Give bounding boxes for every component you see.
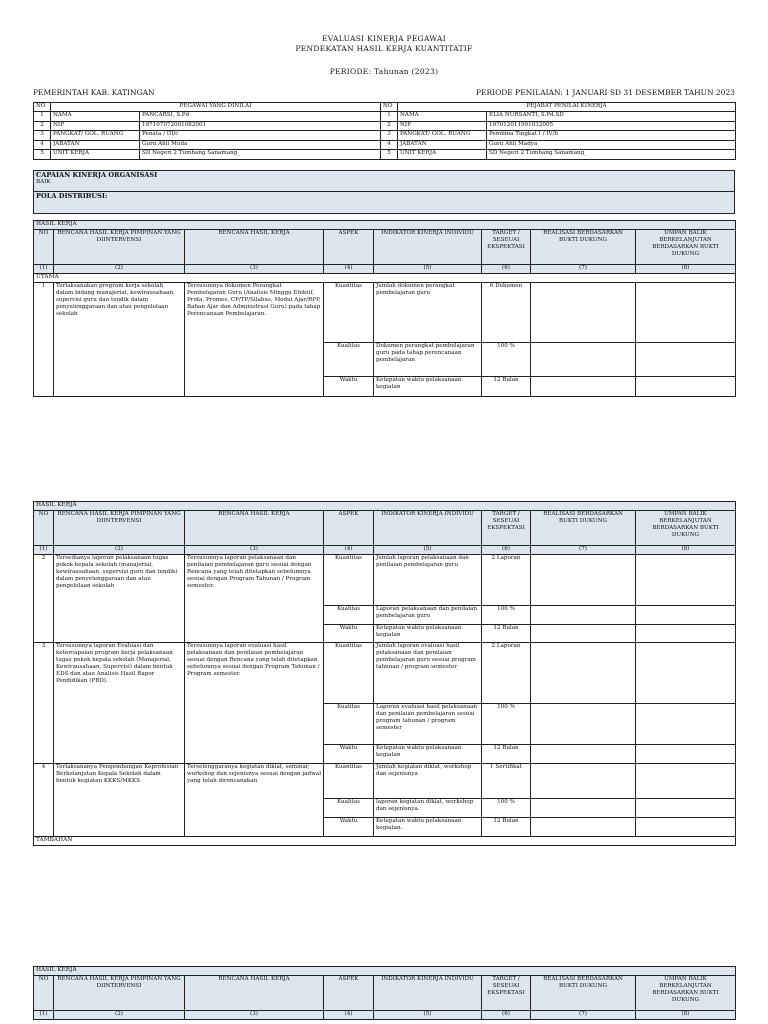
utama-row — [34, 274, 736, 283]
col-number: (2) — [54, 546, 185, 555]
item-aspek: Kualitas — [324, 799, 374, 818]
identity-row — [34, 121, 736, 131]
column-header-row — [34, 230, 736, 265]
item-umpan-balik — [636, 818, 736, 837]
item-umpan-balik — [636, 799, 736, 818]
identity-label-right: NAMA — [398, 112, 487, 122]
column-number-row — [34, 265, 736, 274]
table-row — [34, 283, 736, 343]
item-target: 2 Laporan — [482, 643, 531, 704]
table-row — [34, 643, 736, 704]
col-rencana: RENCANA HASIL KERJA — [185, 976, 324, 1011]
col-indikator: INDIKATOR KINERJA INDIVIDU — [374, 511, 482, 546]
item-umpan-balik — [636, 745, 736, 764]
identity-left-value: Guru Ahli Muda — [140, 140, 381, 150]
item-umpan-balik — [636, 625, 736, 643]
identity-table — [33, 102, 736, 160]
column-header-row — [34, 976, 736, 1011]
identity-row — [34, 131, 736, 141]
item-umpan-balik — [636, 764, 736, 799]
item-umpan-balik — [636, 343, 736, 377]
col-no: NO — [34, 976, 54, 1011]
col-umpan-balik: UMPAN BALIK BERKELANJUTAN BERDASARKAN BUKTI DUKUNG — [636, 976, 736, 1011]
col-number: (5) — [374, 546, 482, 555]
col-target: TARGET / SESEUAI EKSPEKTASI — [482, 230, 531, 265]
col-umpan-balik: UMPAN BALIK BERKELANJUTAN BERDASARKAN BUKTI DUKUNG — [636, 511, 736, 546]
item-aspek: Waktu — [324, 818, 374, 837]
item-aspek: Kualitas — [324, 343, 374, 377]
section-label: HASIL KERJA — [34, 502, 736, 511]
identity-row — [34, 112, 736, 122]
identity-right-value: ELIA NURSANTI, S.Pd.SD — [487, 112, 736, 122]
identity-left-value: SD Negeri 2 Tumbang Sanamang_ — [140, 150, 381, 160]
item-realisasi — [531, 745, 636, 764]
col-number: (6) — [482, 265, 531, 274]
no-header: NO — [34, 103, 51, 112]
identity-no: 3 — [34, 131, 51, 141]
item-realisasi — [531, 343, 636, 377]
col-number: (5) — [374, 1011, 482, 1020]
item-rencana: Tersusunnya laporan evaluasi hasil pelaksanaan dan penilaian pembelajaran sesuai dengan Rencana yang telah ditetapkan sebelumnya sesuai dengan Program Tahunan / Program semester. — [185, 643, 324, 764]
col-number: (4) — [324, 1011, 374, 1020]
identity-left-value: PANCARSI, S.Pd — [140, 112, 381, 122]
identity-label: NIP — [51, 121, 140, 131]
identity-left-value: 197107072001082001 — [140, 121, 381, 131]
item-umpan-balik — [636, 377, 736, 397]
pegawai-header: PEGAWAI YANG DINILAI — [51, 103, 381, 112]
identity-header-row — [34, 103, 736, 112]
item-indikator: laporan kegiatan diklat, workshop dan sejenisnya. — [374, 799, 482, 818]
identity-no: 1 — [34, 112, 51, 122]
col-number: (3) — [185, 546, 324, 555]
col-number: (2) — [54, 265, 185, 274]
identity-label-right: JABATAN — [398, 140, 487, 150]
item-aspek: Waktu — [324, 625, 374, 643]
document-periode: PERIODE: Tahunan (2023) — [329, 67, 439, 76]
item-umpan-balik — [636, 704, 736, 745]
identity-no: 4 — [34, 140, 51, 150]
item-aspek: Kuantitas — [324, 764, 374, 799]
item-target: 12 Bulan — [482, 625, 531, 643]
item-realisasi — [531, 764, 636, 799]
item-pimpinan: Terlaksananya Pengembangan Keprofesian Berkelanjutan Kepala Sekolah dalam bentuk kegiatan KKKS/MKKS — [54, 764, 185, 837]
identity-no: 2 — [34, 121, 51, 131]
col-rencana: RENCANA HASIL KERJA — [185, 511, 324, 546]
item-target: 100 % — [482, 343, 531, 377]
tambahan-row — [34, 837, 736, 846]
capaian-table — [33, 170, 735, 214]
item-indikator: Laporan evaluasi hasil pelaksanaan dan penilaian pembelajaran sesuai program tahunan / program semester — [374, 704, 482, 745]
item-realisasi — [531, 625, 636, 643]
item-indikator: Ketepatan waktu pelaksanaan kegiatan — [374, 745, 482, 764]
col-no: NO — [34, 230, 54, 265]
col-target: TARGET / SESEUAI EKSPEKTASI — [482, 511, 531, 546]
item-target: 6 Dokumen — [482, 283, 531, 343]
item-target: 2 Laporan — [482, 555, 531, 606]
hasil-kerja-table-1 — [33, 220, 736, 397]
item-umpan-balik — [636, 643, 736, 704]
identity-right-value: Guru Ahli Madya — [487, 140, 736, 150]
tambahan-label: TAMBAHAN — [34, 837, 736, 846]
col-aspek: ASPEK — [324, 511, 374, 546]
col-number: (7) — [531, 265, 636, 274]
item-realisasi — [531, 555, 636, 606]
item-target: 100 % — [482, 704, 531, 745]
identity-label-right: UNIT KERJA — [398, 150, 487, 160]
item-indikator: Dokumen perangkat pembelajaran guru pada tahap perencanaan pembelajaran — [374, 343, 482, 377]
item-realisasi — [531, 377, 636, 397]
col-number: (1) — [34, 546, 54, 555]
item-aspek: Kuantitas — [324, 555, 374, 606]
periode-penilaian-label: PERIODE PENILAIAN: 1 JANUARI SD 31 DESEMBER TAHUN 2023 — [476, 88, 735, 97]
col-rencana: RENCANA HASIL KERJA — [185, 230, 324, 265]
item-umpan-balik — [636, 283, 736, 343]
col-indikator: INDIKATOR KINERJA INDIVIDU — [374, 230, 482, 265]
identity-label-right: PANGKAT/ GOL. RUANG — [398, 131, 487, 141]
col-umpan-balik: UMPAN BALIK BERKELANJUTAN BERDASARKAN BUKTI DUKUNG — [636, 230, 736, 265]
item-no: 4 — [34, 764, 54, 837]
identity-right-value: Pembina Tingkat I / IV/b — [487, 131, 736, 141]
item-umpan-balik — [636, 555, 736, 606]
identity-no-right: 4 — [381, 140, 398, 150]
col-realisasi: REALISASI BERDASARKAN BUKTI DUKUNG — [531, 511, 636, 546]
identity-label: NAMA — [51, 112, 140, 122]
col-no: NO — [34, 511, 54, 546]
capaian-value: BAIK — [36, 179, 51, 186]
col-number: (4) — [324, 265, 374, 274]
item-aspek: Kuantitas — [324, 283, 374, 343]
item-aspek: Waktu — [324, 745, 374, 764]
item-rencana: Tersusunnya dokumen Perangkat Pembelajaran Guru (Analisis Minggu Efektif, Prota, Promes, CP/TP/Silabus, Modul Ajar/RPP, Bahan Ajar dan Administrasi Guru) pada tahap Perencanaan Pembelajaran. — [185, 283, 324, 397]
table-row — [34, 555, 736, 606]
item-pimpinan: Terlaksanakan program kerja sekolah dalam bidang manajerial, kewirausahaan, supervisi guru dan tendik dalam penyelenggaraan dan atau pengelolaan sekolah — [54, 283, 185, 397]
item-target: 1 Sertifikat — [482, 764, 531, 799]
item-indikator: Jumlah dokumen perangkat pembelajaran guru — [374, 283, 482, 343]
section-label: HASIL KERJA — [34, 967, 736, 976]
item-indikator: Ketepatan waktu pelaksanaan kegiatan — [374, 625, 482, 643]
item-indikator: Ketepatan waktu pelaksanaan kegiatan. — [374, 818, 482, 837]
item-realisasi — [531, 818, 636, 837]
item-indikator: Jumlah kegiatan diklat, workshop dan sejenisnya — [374, 764, 482, 799]
item-realisasi — [531, 643, 636, 704]
item-aspek: Waktu — [324, 377, 374, 397]
identity-right-value: 197012011991032005 — [487, 121, 736, 131]
col-number: (6) — [482, 1011, 531, 1020]
item-realisasi — [531, 704, 636, 745]
item-aspek: Kualitas — [324, 606, 374, 625]
section-row — [34, 967, 736, 976]
identity-no-right: 1 — [381, 112, 398, 122]
capaian-row — [34, 171, 735, 192]
item-pimpinan: Tersusunnya laporan Evaluasi dan ketercapaian program kerja pelaksanaan tugas pokok kepala sekolah (Manajerial, Kewirausahaan, Supervisi) dalam bentuk EDS dan atau Analisis Hasil Rapor Pendidikan (PBD). — [54, 643, 185, 764]
item-target: 12 Bulan — [482, 818, 531, 837]
col-number: (6) — [482, 546, 531, 555]
section-row — [34, 221, 736, 230]
col-number: (7) — [531, 546, 636, 555]
item-rencana: Tersusunnya laporan pelaksanaan dan penilaian pembelajaran guru sesuai dengan Rencana yang telah ditetapkan sebelumnya sesuai dengan Program Tahunan / Program semester. — [185, 555, 324, 643]
utama-label: UTAMA — [34, 274, 736, 283]
column-header-row — [34, 511, 736, 546]
document-title: EVALUASI KINERJA PEGAWAI — [322, 34, 446, 43]
capaian-label: CAPAIAN KINERJA ORGANISASI — [36, 171, 158, 179]
item-pimpinan: Tersedianya laporan pelaksanaan tugas pokok kepala sekolah (manajerial, kewirausahaan, supervisi guru dan tendik) dalam penyelenggaraan dan atau pengelolaan sekolah — [54, 555, 185, 643]
col-number: (3) — [185, 1011, 324, 1020]
item-target: 12 Bulan — [482, 377, 531, 397]
item-rencana: Terselenggaranya kegiatan diklat, seminar, workshop dan sejenisnya sesuai dengan jadwal yang telah direncanakan — [185, 764, 324, 837]
document-subtitle: PENDEKATAN HASIL KERJA KUANTITATIF — [295, 44, 473, 53]
col-aspek: ASPEK — [324, 976, 374, 1011]
identity-label-right: NIP — [398, 121, 487, 131]
instansi-label: PEMERINTAH KAB. KATINGAN — [33, 88, 155, 97]
item-indikator: Laporan pelaksanaan dan penilaian pembelajaran guru — [374, 606, 482, 625]
item-realisasi — [531, 283, 636, 343]
item-indikator: Jumlah laporan pelaksanaan dan penilaian pembelajaran guru — [374, 555, 482, 606]
col-number: (1) — [34, 265, 54, 274]
col-number: (8) — [636, 546, 736, 555]
col-pimpinan: RENCANA HASIL KERJA PIMPINAN YANG DIINTERVENSI — [54, 976, 185, 1011]
col-pimpinan: RENCANA HASIL KERJA PIMPINAN YANG DIINTERVENSI — [54, 230, 185, 265]
col-number: (8) — [636, 265, 736, 274]
col-number: (4) — [324, 546, 374, 555]
identity-label: UNIT KERJA — [51, 150, 140, 160]
col-aspek: ASPEK — [324, 230, 374, 265]
col-number: (5) — [374, 265, 482, 274]
item-target: 100 % — [482, 606, 531, 625]
item-target: 100 % — [482, 799, 531, 818]
section-label: HASIL KERJA — [34, 221, 736, 230]
col-target: TARGET / SESEUAI EKSPEKTASI — [482, 976, 531, 1011]
identity-label: PANGKAT/ GOL. RUANG — [51, 131, 140, 141]
pola-row — [34, 192, 735, 214]
col-number: (8) — [636, 1011, 736, 1020]
col-indikator: INDIKATOR KINERJA INDIVIDU — [374, 976, 482, 1011]
identity-row — [34, 150, 736, 160]
item-realisasi — [531, 799, 636, 818]
item-realisasi — [531, 606, 636, 625]
identity-no: 5 — [34, 150, 51, 160]
item-aspek: Kuantitas — [324, 643, 374, 704]
hasil-kerja-table-2 — [33, 501, 736, 846]
identity-no-right: 2 — [381, 121, 398, 131]
item-no: 3 — [34, 643, 54, 764]
item-no: 2 — [34, 555, 54, 643]
col-number: (2) — [54, 1011, 185, 1020]
item-indikator: Jumlah laporan evaluasi hasil pelaksanaan dan penilaian pembelajaran guru sesuai program tahunan / program semester — [374, 643, 482, 704]
col-realisasi: REALISASI BERDASARKAN BUKTI DUKUNG — [531, 230, 636, 265]
identity-left-value: Penata / III/c — [140, 131, 381, 141]
pola-label: POLA DISTRIBUSI: — [36, 192, 108, 200]
item-no: 1 — [34, 283, 54, 397]
col-realisasi: REALISASI BERDASARKAN BUKTI DUKUNG — [531, 976, 636, 1011]
penilai-header: PEJABAT PENILAI KINERJA — [398, 103, 736, 112]
no-header-right: NO — [381, 103, 398, 112]
item-target: 12 Bulan — [482, 745, 531, 764]
col-number: (1) — [34, 1011, 54, 1020]
table-row — [34, 764, 736, 799]
column-number-row — [34, 546, 736, 555]
section-row — [34, 502, 736, 511]
identity-label: JABATAN — [51, 140, 140, 150]
item-umpan-balik — [636, 606, 736, 625]
hasil-kerja-table-3 — [33, 966, 736, 1020]
col-number: (3) — [185, 265, 324, 274]
item-indikator: Ketepatan waktu pelaksanaan kegiatan — [374, 377, 482, 397]
identity-right-value: SD Negeri 2 Tumbang Sanamang_ — [487, 150, 736, 160]
col-pimpinan: RENCANA HASIL KERJA PIMPINAN YANG DIINTERVENSI — [54, 511, 185, 546]
identity-no-right: 3 — [381, 131, 398, 141]
column-number-row — [34, 1011, 736, 1020]
item-aspek: Kualitas — [324, 704, 374, 745]
col-number: (7) — [531, 1011, 636, 1020]
header-info-row — [33, 88, 735, 97]
identity-row — [34, 140, 736, 150]
identity-no-right: 5 — [381, 150, 398, 160]
